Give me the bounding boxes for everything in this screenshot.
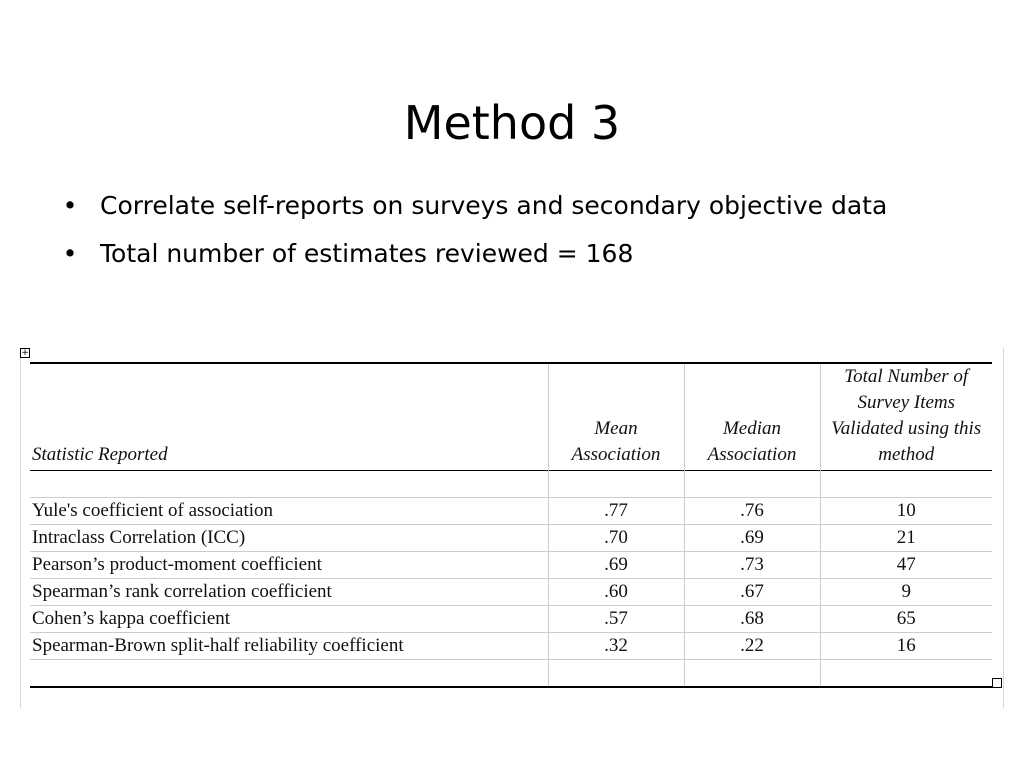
- table-spacer-row: [30, 471, 992, 498]
- median-value: .22: [684, 633, 820, 660]
- table-row: [30, 498, 992, 525]
- item-count: 10: [820, 498, 992, 525]
- table-row: [30, 606, 992, 633]
- item-count: 21: [820, 525, 992, 552]
- statistic-name: Spearman’s rank correlation coefficient: [30, 579, 548, 606]
- mean-value: .69: [548, 552, 684, 579]
- table-row: [30, 579, 992, 606]
- table-header-row: [30, 363, 992, 471]
- bullet-text: Total number of estimates reviewed = 168: [100, 239, 634, 268]
- mean-value: .57: [548, 606, 684, 633]
- header-total-items: Total Number of Survey Items Validated using this method: [820, 363, 992, 471]
- bullet-item: [60, 186, 940, 226]
- table-spacer-row: [30, 660, 992, 688]
- median-value: .73: [684, 552, 820, 579]
- statistic-name: Cohen’s kappa coefficient: [30, 606, 548, 633]
- move-anchor-icon[interactable]: +: [21, 348, 29, 358]
- mean-value: .70: [548, 525, 684, 552]
- bullet-text: Correlate self-reports on surveys and secondary objective data: [100, 191, 888, 220]
- item-count: 9: [820, 579, 992, 606]
- table-left-edge: [20, 348, 21, 708]
- bullet-item: [60, 234, 940, 274]
- statistics-table: [30, 362, 992, 688]
- statistic-name: Yule's coefficient of association: [30, 498, 548, 525]
- bullet-dot-icon: •: [62, 191, 78, 220]
- table-row: [30, 633, 992, 660]
- mean-value: .77: [548, 498, 684, 525]
- slide-title: Method 3: [403, 95, 621, 150]
- median-value: .68: [684, 606, 820, 633]
- bullet-list: [60, 186, 940, 282]
- mean-value: .60: [548, 579, 684, 606]
- resize-handle-icon[interactable]: [992, 678, 1002, 688]
- embedded-table-object[interactable]: [20, 348, 1004, 708]
- mean-value: .32: [548, 633, 684, 660]
- header-median-association: Median Association: [684, 363, 820, 471]
- statistic-name: Pearson’s product-moment coefficient: [30, 552, 548, 579]
- bullet-dot-icon: •: [62, 239, 78, 268]
- header-statistic-reported: Statistic Reported: [32, 444, 168, 465]
- statistic-name: Spearman-Brown split-half reliability coefficient: [30, 633, 548, 660]
- statistic-name: Intraclass Correlation (ICC): [30, 525, 548, 552]
- item-count: 47: [820, 552, 992, 579]
- item-count: 16: [820, 633, 992, 660]
- item-count: 65: [820, 606, 992, 633]
- median-value: .67: [684, 579, 820, 606]
- median-value: .69: [684, 525, 820, 552]
- header-mean-association: Mean Association: [548, 363, 684, 471]
- table-row: [30, 525, 992, 552]
- table-right-edge: [1003, 348, 1004, 708]
- median-value: .76: [684, 498, 820, 525]
- table-row: [30, 552, 992, 579]
